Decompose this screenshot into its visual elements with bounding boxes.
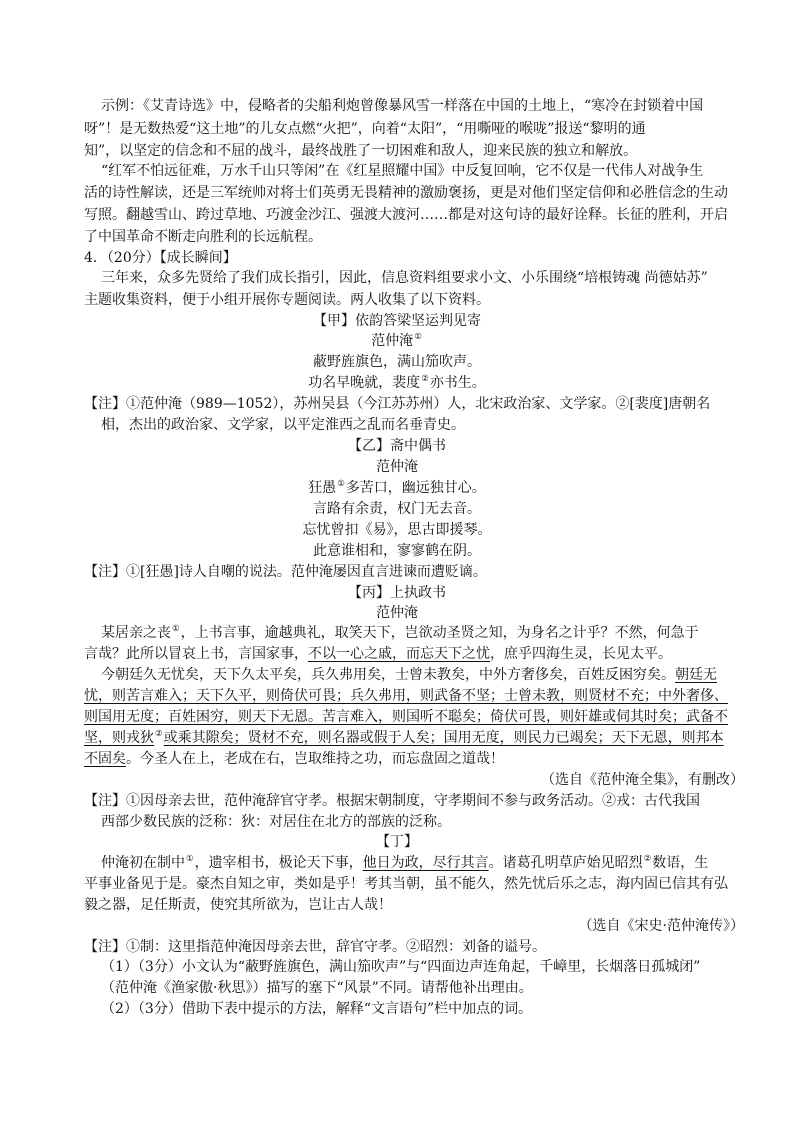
ding-note: 【注】①制：这里指范仲淹因母亲去世，辞官守孝。②昭烈：刘备的谥号。: [84, 939, 546, 955]
footnote-mark-2: ②: [421, 374, 429, 385]
yi-note: 【注】①[狂愚]诗人自嘲的说法。范仲淹屡因直言进谏而遭贬谪。: [84, 564, 487, 580]
jia-author: 范仲淹①: [371, 332, 422, 349]
jia-poem-line-1: 蔽野旌旗色，满山笳吹声。: [313, 354, 481, 370]
ding-para-line-3: 毅之器，足任斯责，使究其所欲为，岂让古人哉！: [84, 897, 392, 913]
intro-line-3: 知”，以坚定的信念和不屈的战斗，最终战胜了一切困难和敌人，迎来民族的独立和解放。: [84, 143, 638, 159]
yi-author: 范仲淹: [376, 459, 418, 475]
yi-poem-line-1: 狂愚①多苦口，幽远独甘心。: [308, 479, 486, 496]
ding-source: （选自《宋史·范仲淹传》）: [578, 918, 744, 934]
jia-title: 【甲】依韵答梁坚运判见寄: [313, 313, 481, 329]
intro-line-6: 写照。翻越雪山、跨过草地、巧渡金沙江、强渡大渡河……都是对这句诗的最好诠释。长征的胜利，开启: [84, 207, 728, 223]
footnote-mark-1: ①: [172, 624, 180, 635]
footnote-mark-1: ①: [337, 479, 345, 490]
yi-poem-line-4: 此意谁相和，寥寥鹤在阴。: [313, 543, 481, 559]
yi-title: 【乙】斋中偶书: [348, 438, 446, 454]
sub-question-1-line-1: （1）（3分）小文认为“蔽野旌旗色，满山笳吹声”与“四面边声连角起，千嶂里，长烟落日孤城闭”: [101, 959, 701, 975]
bing-title: 【丙】上执政书: [348, 585, 446, 601]
question-4-heading: 4．（20分）【成长瞬间】: [84, 250, 237, 266]
sub-question-1-line-2: （范仲淹《渔家傲·秋思》）描写的塞下“风景”不同。请帮他补出理由。: [101, 980, 533, 996]
bing-author: 范仲淹: [376, 605, 418, 621]
underlined-passage-start: 朝廷无: [675, 667, 717, 683]
bing-para-line-5: 则国用无度；百姓困穷，则天下无恩。苦言难入，则国听不聪矣；倚伏可畏，则奸雄或伺其时矣；武备不: [84, 709, 728, 725]
underlined-sentence: 他日为政，尽行其言: [362, 855, 489, 871]
bing-note-2: 西部少数民族的泛称：狄：对居住在北方的部族的泛称。: [101, 814, 451, 830]
sub-question-2: （2）（3分）借助下表中提示的方法，解释“文言语句”栏中加点的词。: [101, 1001, 533, 1017]
bing-para-line-2: 言哉？此所以冒哀上书，言国家事，不以一心之戚，而忘天下之忧，庶乎四海生灵，长见太平。: [84, 646, 672, 662]
intro-line-2: 呀”！是无数热爱“这土地”的儿女点燃“火把”，向着“太阳”，“用嘶哑的喉咙”报送“黎明的通: [84, 121, 646, 137]
ding-para-line-1: 仲淹初在制中①，遗宰相书，极论天下事，他日为政，尽行其言。诸葛孔明草庐始见昭烈②数语，生: [101, 854, 709, 871]
question-4-intro-2: 主题收集资料，便于小组开展你专题阅读。两人收集了以下资料。: [84, 292, 490, 308]
intro-line-1: 示例：《艾青诗选》中，侵略者的尖船利炮曾像暴风雪一样落在中国的土地上，“寒冷在封锁着中国: [101, 98, 704, 114]
intro-line-4: “红军不怕远征难，万水千山只等闲”在《红星照耀中国》中反复回响，它不仅是一代伟人对战争生: [101, 163, 704, 179]
footnote-mark-2: ②: [155, 729, 163, 740]
underlined-sentence: 不以一心之戚，而忘天下之忧: [308, 646, 490, 662]
footnote-mark-1: ①: [414, 332, 422, 343]
intro-line-5: 活的诗性解读，还是三军统帅对将士们英勇无畏精神的激励褒扬，更是对他们坚定信仰和必胜信念的生动: [84, 185, 728, 201]
bing-para-line-6: 坚，则戎狄②或乘其隙矣；贤材不充，则名器或假于人矣；国用无度，则民力已竭矣；天下无恩，则邦本: [84, 729, 724, 746]
bing-para-line-3: 今朝廷久无忧矣，天下久太平矣，兵久弗用矣，士曾未教矣，中外方奢侈矣，百姓反困穷矣。朝廷无: [101, 667, 717, 683]
yi-poem-line-2: 言路有余责，权门无去音。: [313, 501, 481, 517]
yi-poem-line-3: 忘忧曾扣《易》，思古即援琴。: [302, 522, 492, 538]
ding-para-line-2: 平事业备见于是。豪杰自知之审，类如是乎！考其当朝，虽不能久，然先忧后乐之志，海内固已信其有弘: [84, 876, 728, 892]
bing-para-line-4: 忧，则苦言难入；天下久平，则倚伏可畏；兵久弗用，则武备不坚；士曾未教，则贤材不充；中外奢侈、: [84, 688, 728, 704]
question-4-intro-1: 三年来，众多先贤给了我们成长指引，因此，信息资料组要求小文、小乐围绕“培根铸魂 尚德姑苏”: [101, 270, 708, 286]
bing-para-line-1: 某居亲之丧①，上书言事，逾越典礼，取笑天下，岂欲动圣贤之知，为身名之计乎？不然，何急于: [101, 624, 699, 641]
footnote-mark-2: ②: [643, 854, 652, 865]
bing-source: （选自《范仲淹全集》，有删改）: [541, 772, 744, 788]
jia-note-2: 相，杰出的政治家、文学家，以平定淮西之乱而名垂青史。: [101, 417, 465, 433]
bing-para-line-7: 不固矣。今圣人在上，老成在右，岂取维持之功，而忘盘固之道哉！: [84, 751, 504, 767]
underlined-passage-end: 不固矣: [84, 751, 126, 767]
jia-poem-line-2: 功名早晚就，裴度②亦书生。: [308, 374, 486, 391]
ding-title: 【丁】: [376, 834, 418, 850]
jia-note-1: 【注】①范仲淹（989—1052），苏州吴县（今江苏苏州）人，北宋政治家、文学家。②[裴度]唐朝名: [84, 396, 711, 412]
footnote-mark-1: ①: [186, 854, 194, 865]
bing-note-1: 【注】①因母亲去世，范仲淹辞官守孝。根据宋朝制度，守孝期间不参与政务活动。②戎：古代我国: [84, 793, 700, 809]
intro-line-7: 了中国革命不断走向胜利的长远航程。: [84, 229, 322, 245]
